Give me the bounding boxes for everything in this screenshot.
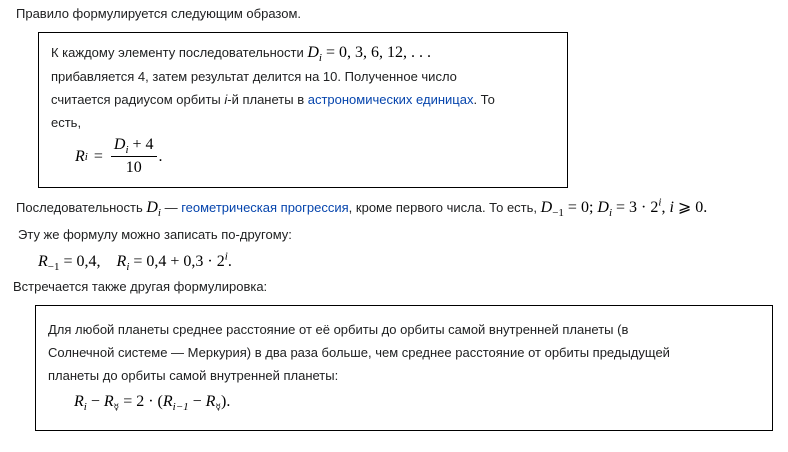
- mf-c-var: R: [162, 393, 173, 410]
- rule-line-3-mid: -й планеты в: [227, 92, 308, 107]
- planet-index-i: i: [224, 92, 228, 107]
- mercury-formula: [74, 393, 231, 414]
- rule-line-3: [51, 92, 495, 107]
- radius-formula: R i = $\frac{D_i + 4}{10}$ .: [75, 136, 163, 176]
- mf-end: ).: [220, 393, 231, 410]
- def-sup-i: i: [658, 196, 662, 209]
- alt-r2-var: R: [116, 253, 127, 270]
- fraction-denominator: 10: [125, 159, 142, 176]
- def-end-2: ,: [661, 199, 670, 216]
- def-sub-i: i: [608, 207, 613, 220]
- sequence-formula: [307, 44, 432, 65]
- seq-dash: —: [160, 200, 182, 215]
- astronomical-units-link[interactable]: астрономических единицах: [307, 92, 474, 107]
- def-rest-1: = 0;: [563, 199, 598, 216]
- formula-lhs-var: R: [75, 147, 85, 165]
- alt-r2-sup: i: [224, 250, 228, 263]
- mf-b-var: R: [103, 393, 114, 410]
- mercury-symbol-icon-2: ☿: [215, 403, 221, 413]
- sequence-line: [16, 196, 708, 220]
- numerator-rest: + 4: [128, 136, 154, 153]
- math-sub-i: i: [318, 52, 322, 65]
- mf-c-sub: i−1: [172, 401, 189, 414]
- alt-rule-line-2: Солнечной системе — Меркурия) в два раза больше, чем среднее расстояние от орбиты предыдущей: [48, 345, 670, 360]
- def-rest-2: = 3 · 2: [612, 199, 659, 216]
- formula-fraction: [111, 136, 157, 177]
- sequence-values: = 0, 3, 6, 12, . . .: [321, 44, 432, 61]
- mf-minus-1: −: [86, 393, 104, 410]
- mf-mid: = 2 · (: [119, 393, 163, 410]
- alternative-rule-box: [35, 305, 773, 431]
- def-var-d2: D: [597, 199, 609, 216]
- mf-d-var: R: [205, 393, 216, 410]
- alt-r2-end: .: [227, 253, 232, 270]
- rule-line-3-post: . То: [473, 92, 495, 107]
- seq-sub-i: i: [157, 207, 161, 220]
- formula-period: .: [158, 147, 163, 165]
- numerator-sub: i: [125, 144, 129, 157]
- seq-var-d: D: [146, 199, 158, 216]
- fraction-numerator: [111, 136, 157, 157]
- alt-r2-rest: = 0,4 + 0,3 · 2: [129, 253, 225, 270]
- geometric-progression-link[interactable]: геометрическая прогрессия: [181, 200, 349, 215]
- alt-intro-text: Эту же формулу можно записать по-другому:: [18, 227, 292, 242]
- rule-box: [38, 32, 568, 188]
- def-rest-3: ⩾ 0.: [673, 199, 708, 216]
- alt-rule-line-3: планеты до орбиты самой внутренней планеты:: [48, 368, 339, 383]
- def-sub-minus1: −1: [552, 207, 564, 220]
- rule-line-1: [51, 44, 432, 65]
- math-var-d: D: [307, 44, 319, 61]
- sequence-definition-formula: [540, 196, 708, 220]
- alt-r1-sub: −1: [47, 261, 60, 274]
- other-intro-text: Встречается также другая формулировка:: [13, 279, 268, 294]
- rule-line-2: прибавляется 4, затем результат делится на 10. Полученное число: [51, 69, 457, 84]
- seq-post: , кроме первого числа. То есть,: [348, 200, 541, 215]
- formula-equals: =: [93, 147, 103, 165]
- sequence-pre: Последовательность: [16, 200, 147, 215]
- numerator-var: D: [113, 136, 126, 153]
- intro-text: Правило формулируется следующим образом.: [16, 6, 301, 21]
- def-var-d1: D: [540, 199, 553, 216]
- alt-rule-line-1: Для любой планеты среднее расстояние от её орбиты до орбиты самой внутренней планеты (в: [48, 322, 629, 337]
- rule-line-4: есть,: [51, 115, 82, 130]
- alt-r1-var: R: [38, 253, 48, 270]
- rule-line-1-text: К каждому элементу последовательности: [51, 45, 304, 60]
- alt-r1-rest: = 0,4,: [59, 253, 101, 270]
- mercury-symbol-icon: ☿: [113, 403, 120, 413]
- rule-line-3-pre: считается радиусом орбиты: [51, 92, 225, 107]
- mf-a-sub: i: [83, 401, 87, 414]
- def-var-i: i: [669, 199, 674, 216]
- mf-minus-2: −: [188, 393, 206, 410]
- alt-r2-sub: i: [126, 261, 130, 274]
- mf-a-var: R: [74, 393, 84, 410]
- alt-formula: [38, 250, 232, 274]
